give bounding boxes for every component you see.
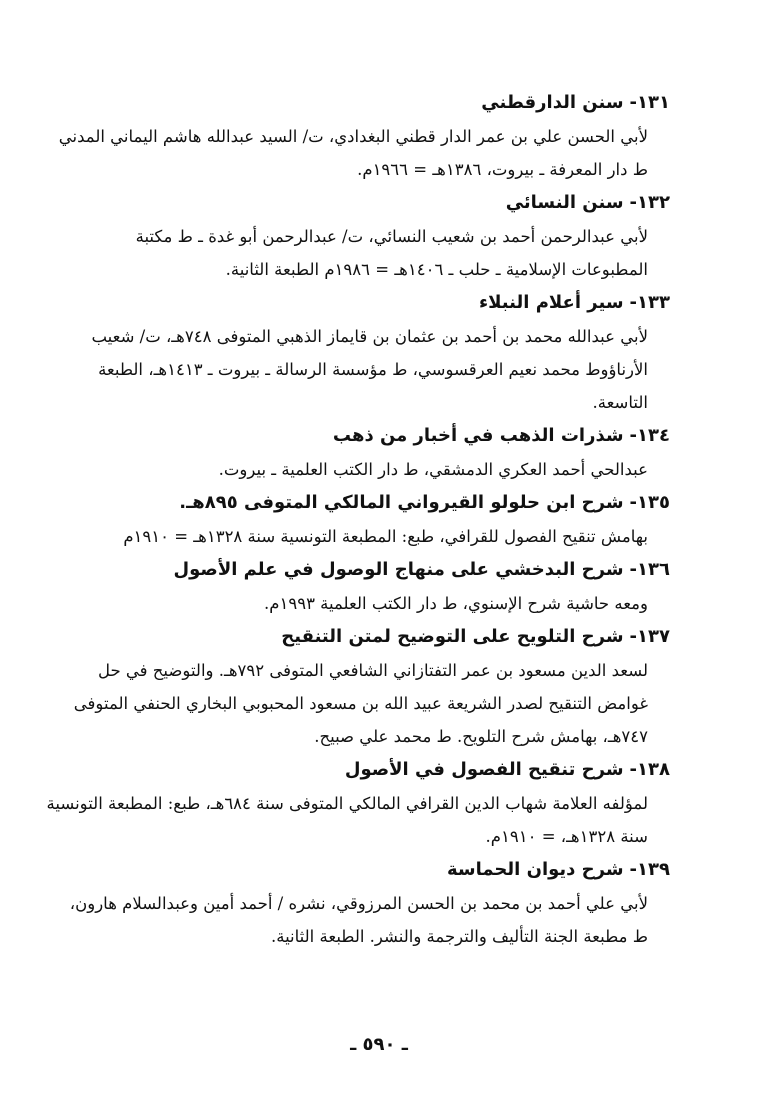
entry-line: عبدالحي أحمد العكري الدمشقي، ط دار الكتب العلمية ـ بيروت.: [218, 460, 648, 479]
entry-line: سنة ١٣٢٨هـ، = ١٩١٠م.: [485, 827, 648, 846]
entry-line: لأبي عبدالرحمن أحمد بن شعيب النسائي، ت/ عبدالرحمن أبو غدة ـ ط مكتبة: [135, 227, 648, 246]
entry-title-text: شرح ديوان الحماسة: [446, 859, 624, 880]
entry-title-text: شرح تنقيح الفصول في الأصول: [344, 759, 624, 780]
entry-line: لأبي علي أحمد بن محمد بن الحسن المرزوقي، نشره / أحمد أمين وعبدالسلام هارون،: [69, 894, 648, 913]
entry-line: المطبوعات الإسلامية ـ حلب ـ ١٤٠٦هـ = ١٩٨٦م الطبعة الثانية.: [225, 260, 648, 279]
entry-title-text: سنن الدارقطني: [481, 92, 624, 113]
entry-line: غوامض التنقيح لصدر الشريعة عبيد الله بن مسعود المحبوبي البخاري الحنفي المتوفى: [73, 694, 648, 713]
entry-number: ١٣٥-: [629, 492, 670, 513]
entry-line: الأرناؤوط محمد نعيم العرقسوسي، ط مؤسسة الرسالة ـ بيروت ـ ١٤١٣هـ، الطبعة: [98, 360, 648, 379]
entry-title: [74, 753, 670, 787]
entry-line: ط دار المعرفة ـ بيروت، ١٣٨٦هـ = ١٩٦٦م.: [357, 160, 648, 179]
entry-body: [46, 787, 670, 853]
bibliography-entry: [46, 753, 670, 853]
entry-line: لأبي الحسن علي بن عمر الدار قطني البغدادي، ت/ السيد عبدالله هاشم اليماني المدني: [58, 127, 648, 146]
entry-title-text: سير أعلام النبلاء: [478, 292, 624, 313]
entry-number: ١٣٧-: [629, 626, 670, 647]
entry-body: [58, 120, 670, 186]
bibliography-entry: [74, 553, 670, 620]
bibliography-entry: [74, 419, 670, 486]
entry-title: [74, 186, 670, 220]
entry-line: لسعد الدين مسعود بن عمر التفتازاني الشافعي المتوفى ٧٩٢هـ. والتوضيح في حل: [97, 661, 648, 680]
entry-title: [74, 486, 670, 520]
entry-title: [74, 419, 670, 453]
entry-line: لمؤلفه العلامة شهاب الدين القرافي المالكي المتوفى سنة ٦٨٤هـ، طبع: المطبعة التونسية: [46, 794, 648, 813]
page-number: ـ ٥٩٠ ـ: [350, 1034, 408, 1055]
entry-number: ١٣١-: [629, 92, 670, 113]
entry-number: ١٣٨-: [629, 759, 670, 780]
entry-line: ط مطبعة الجنة التأليف والترجمة والنشر. الطبعة الثانية.: [270, 927, 648, 946]
entry-number: ١٣٣-: [629, 292, 670, 313]
entry-title: [74, 286, 670, 320]
entry-line: ومعه حاشية شرح الإسنوي، ط دار الكتب العلمية ١٩٩٣م.: [264, 594, 648, 613]
bibliography-list: [46, 86, 670, 953]
entry-title-text: سنن النسائي: [505, 192, 624, 213]
entry-number: ١٣٩-: [629, 859, 670, 880]
entry-title: [74, 86, 670, 120]
entry-title: [74, 553, 670, 587]
entry-title-text: شرح ابن حلولو القيرواني المالكي المتوفى ٨٩٥هـ.: [179, 492, 624, 513]
entry-body: [74, 587, 670, 620]
entry-body: [74, 520, 670, 553]
entry-title-text: شرح البدخشي على منهاج الوصول في علم الأصول: [173, 559, 624, 580]
entry-body: [74, 453, 670, 486]
entry-number: ١٣٦-: [629, 559, 670, 580]
entry-body: [74, 220, 670, 286]
entry-title: [74, 853, 670, 887]
entry-line: لأبي عبدالله محمد بن أحمد بن عثمان بن قايماز الذهبي المتوفى ٧٤٨هـ، ت/ شعيب: [91, 327, 648, 346]
bibliography-entry: [69, 853, 670, 953]
entry-body: [74, 320, 670, 419]
entry-title-text: شرح التلويح على التوضيح لمتن التنقيح: [281, 626, 624, 647]
entry-number: ١٣٢-: [629, 192, 670, 213]
entry-line: بهامش تنقيح الفصول للقرافي، طبع: المطبعة التونسية سنة ١٣٢٨هـ = ١٩١٠م: [123, 527, 648, 546]
entry-body: [74, 654, 670, 753]
bibliography-entry: [74, 186, 670, 286]
entry-title: [74, 620, 670, 654]
bibliography-entry: [74, 486, 670, 553]
entry-title-text: شذرات الذهب في أخبار من ذهب: [332, 425, 624, 446]
bibliography-entry: [74, 286, 670, 419]
entry-line: ٧٤٧هـ، بهامش شرح التلويح. ط محمد علي صبيح.: [314, 727, 648, 746]
bibliography-entry: [58, 86, 670, 186]
entry-body: [69, 887, 670, 953]
entry-number: ١٣٤-: [629, 425, 670, 446]
entry-line: التاسعة.: [592, 393, 648, 412]
bibliography-entry: [74, 620, 670, 753]
